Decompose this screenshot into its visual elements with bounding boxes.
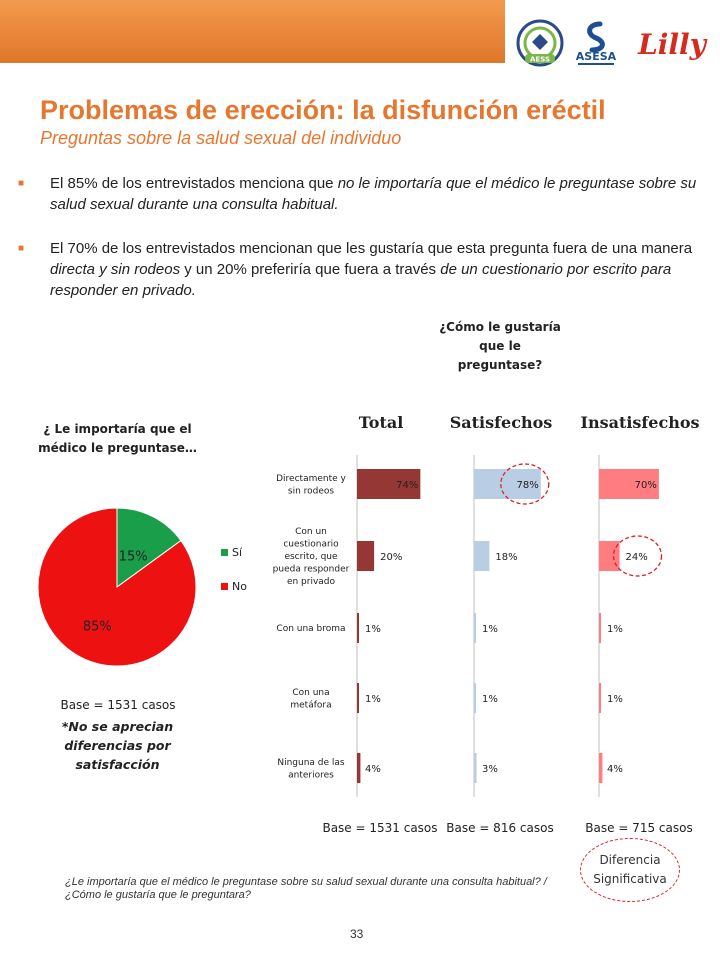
series-header: Satisfechos bbox=[449, 413, 553, 432]
bullet-marker: ■ bbox=[18, 243, 25, 254]
pie-note-line: diferencias por bbox=[64, 738, 171, 753]
bullet-2-part-2: directa y sin rodeos bbox=[50, 261, 181, 278]
bar-value-label: 70% bbox=[634, 480, 657, 491]
bar-value-label: 1% bbox=[607, 624, 623, 635]
pie-chart-title-line: médico le preguntase… bbox=[38, 441, 197, 455]
bar-chart-title bbox=[420, 318, 580, 375]
bullet-1-part-1: El 85% de los entrevistados menciona que bbox=[50, 175, 338, 192]
bar-insatisfechos-2 bbox=[599, 613, 601, 643]
bar-value-label: 3% bbox=[482, 764, 498, 775]
bar-satisfechos-3 bbox=[474, 683, 476, 713]
pie-slice-label: 85% bbox=[82, 619, 112, 635]
bar-value-label: 18% bbox=[495, 552, 518, 563]
asesa-logo-text: ASESA bbox=[575, 50, 617, 63]
bar-value-label: 78% bbox=[516, 480, 539, 491]
bar-chart-title-line: ¿Cómo le gustaría bbox=[439, 320, 561, 334]
bullet-marker: ■ bbox=[18, 178, 25, 189]
footnote: ¿Le importaría que el médico le preguntase sobre su salud sexual durante una consulta habitual? / ¿Cómo le gustaría que le preguntara? bbox=[65, 876, 547, 901]
bar-chart bbox=[270, 405, 720, 845]
bar-value-label: 1% bbox=[365, 624, 381, 635]
pie-base: Base = 1531 casos bbox=[60, 698, 176, 712]
series-header: Total bbox=[358, 413, 404, 432]
bar-total-2 bbox=[357, 613, 359, 643]
legend-swatch bbox=[221, 549, 228, 556]
series-base: Base = 1531 casos bbox=[322, 821, 438, 835]
bullet-1-text bbox=[50, 173, 716, 215]
pie-chart-title-line: ¿ Le importaría que el bbox=[43, 422, 192, 436]
bar-value-label: 24% bbox=[625, 552, 648, 563]
bullet-2-part-4: de un cuestionario por escrito para responder en privado. bbox=[50, 261, 672, 299]
pie-note-line: satisfacción bbox=[75, 757, 160, 772]
pie-note-line: *No se aprecian bbox=[61, 719, 174, 734]
bar-value-label: 1% bbox=[482, 624, 498, 635]
category-label: en privado bbox=[286, 577, 336, 587]
pie-chart bbox=[20, 490, 270, 680]
bullet-1-part-2: no le importaría que el médico le preguntase sobre su salud sexual durante una consulta habitual. bbox=[50, 175, 697, 213]
category-label: sin rodeos bbox=[287, 486, 335, 497]
bar-value-label: 4% bbox=[607, 764, 623, 775]
category-label: metáfora bbox=[290, 700, 332, 711]
bar-value-label: 74% bbox=[396, 480, 419, 491]
pie-chart-title bbox=[20, 420, 215, 458]
bar-total-1 bbox=[357, 541, 374, 571]
bar-value-label: 20% bbox=[380, 552, 403, 563]
series-base: Base = 816 casos bbox=[446, 821, 554, 835]
bar-value-label: 1% bbox=[365, 694, 381, 705]
legend-label: Sí bbox=[232, 546, 243, 559]
aess-logo bbox=[515, 18, 565, 68]
legend-label: No bbox=[232, 580, 247, 593]
category-label: escrito, que bbox=[284, 552, 338, 562]
bar-chart-title-line: preguntase? bbox=[457, 358, 543, 372]
category-label: Directamente y bbox=[276, 473, 346, 484]
category-label: Ninguna de las bbox=[277, 757, 345, 768]
series-header: Insatisfechos bbox=[580, 413, 700, 432]
category-label: Con una bbox=[292, 687, 330, 698]
bullet-2-text bbox=[50, 238, 716, 301]
bullet-2-part-1: El 70% de los entrevistados mencionan que les gustaría que esta pregunta fuera de una manera bbox=[50, 240, 693, 257]
pie-slice-label: 15% bbox=[118, 549, 148, 565]
bar-value-label: 1% bbox=[482, 694, 498, 705]
category-label: pueda responder bbox=[272, 564, 350, 575]
significance-legend: Diferencia Significativa bbox=[580, 838, 680, 902]
lilly-logo-text: Lilly bbox=[638, 28, 706, 61]
bar-insatisfechos-4 bbox=[599, 753, 602, 783]
bar-satisfechos-4 bbox=[474, 753, 477, 783]
page-number: 33 bbox=[350, 927, 364, 941]
bar-total-4 bbox=[357, 753, 360, 783]
bar-total-3 bbox=[357, 683, 359, 713]
bar-value-label: 1% bbox=[607, 694, 623, 705]
series-base: Base = 715 casos bbox=[585, 821, 693, 835]
aess-logo-text: AESS bbox=[530, 55, 550, 64]
category-label: Con un bbox=[295, 527, 327, 537]
bar-chart-title-line: que le bbox=[479, 339, 521, 353]
legend-swatch bbox=[221, 583, 228, 590]
bar-satisfechos-1 bbox=[474, 541, 489, 571]
asesa-logo bbox=[572, 20, 620, 68]
page-subtitle: Preguntas sobre la salud sexual del individuo bbox=[40, 128, 402, 148]
bar-value-label: 4% bbox=[365, 764, 381, 775]
lilly-logo bbox=[632, 22, 712, 66]
bar-satisfechos-2 bbox=[474, 613, 476, 643]
page-title: Problemas de erección: la disfunción eréctil bbox=[40, 95, 606, 125]
bullet-2-part-3: y un 20% preferiría que fuera a través bbox=[180, 261, 441, 278]
category-label: cuestionario bbox=[283, 539, 339, 550]
category-label: anteriores bbox=[288, 770, 334, 781]
category-label: Con una broma bbox=[276, 624, 346, 634]
pie-note bbox=[20, 717, 215, 774]
bar-insatisfechos-3 bbox=[599, 683, 601, 713]
header-bar bbox=[0, 0, 505, 63]
